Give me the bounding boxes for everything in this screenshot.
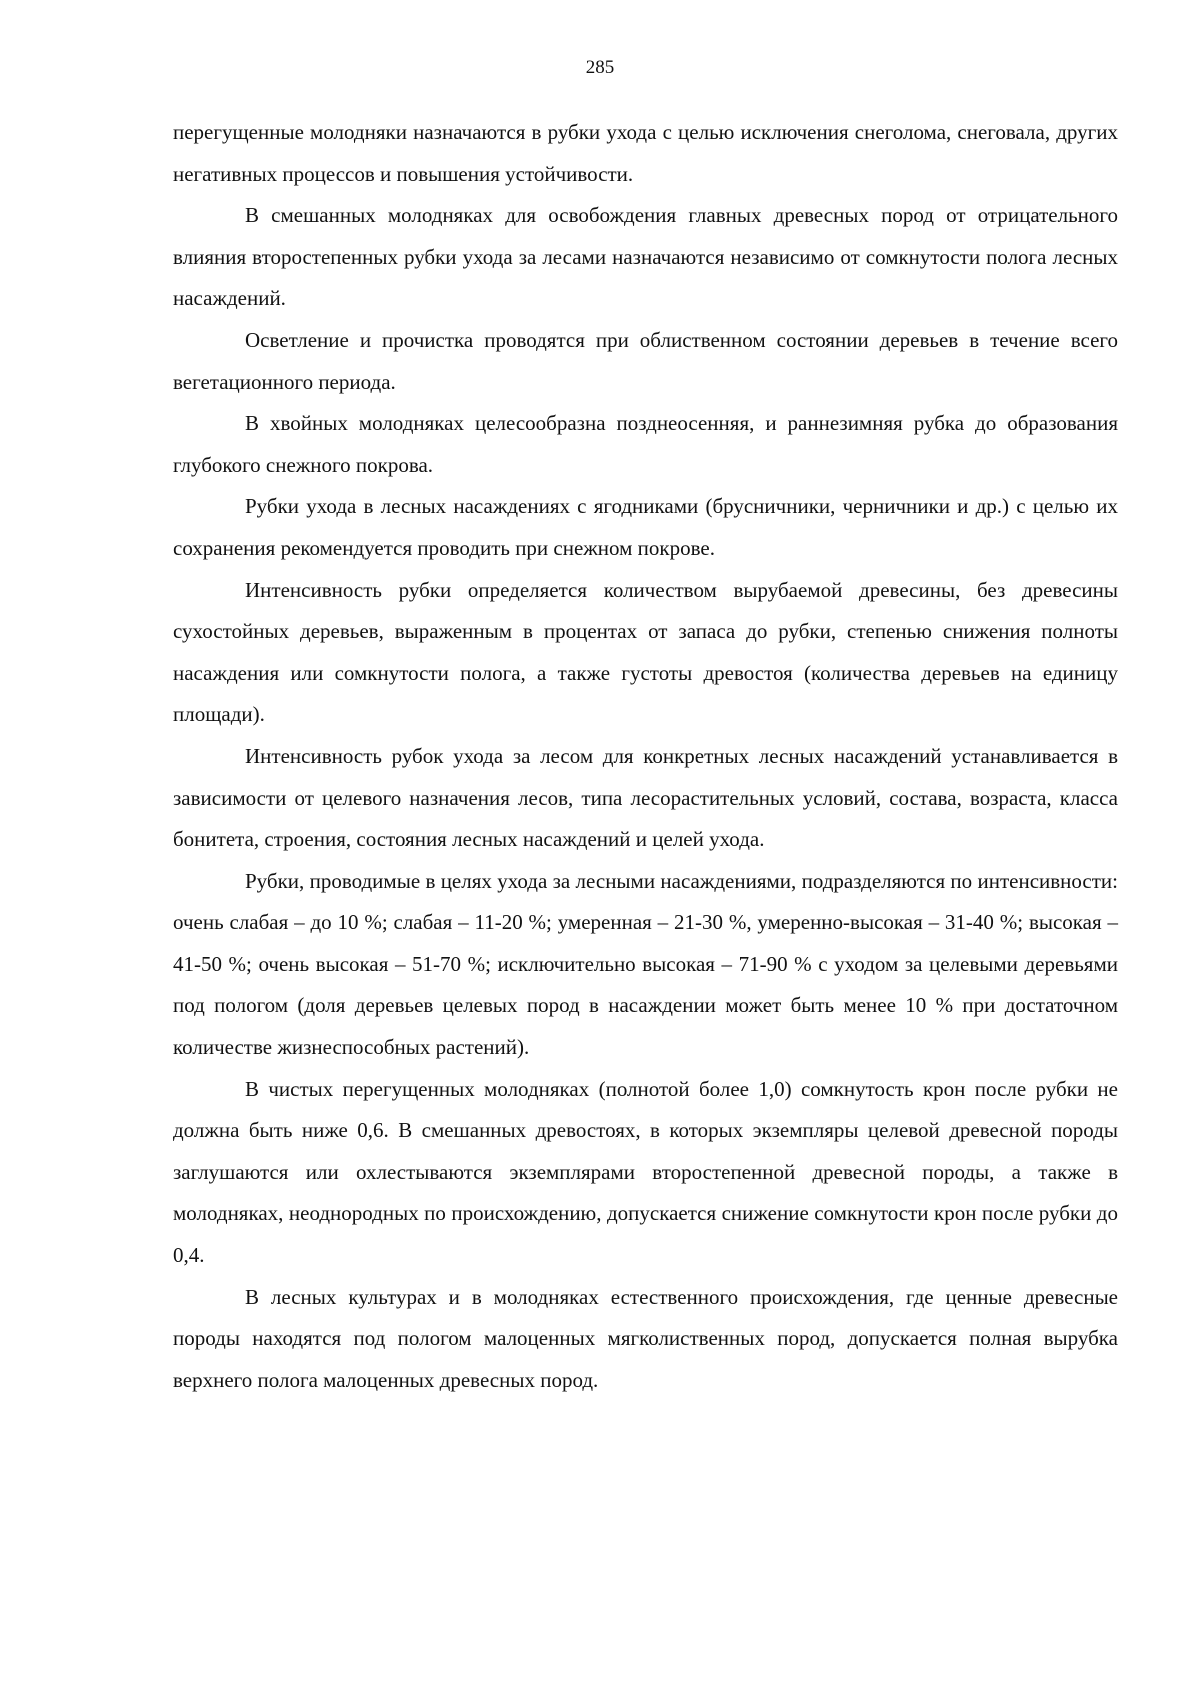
paragraph-berry-stands: Рубки ухода в лесных насаждениях с ягодниками (брусничники, черничники и др.) с целью их сохранения рекомендуется проводить при снежном покрове. xyxy=(173,494,1118,560)
paragraph-conifer-young-stands: В хвойных молодняках целесообразна позднеосенняя, и раннезимняя рубка до образования глубокого снежного покрова. xyxy=(173,411,1118,477)
paragraph-intensity-classes: Рубки, проводимые в целях ухода за лесными насаждениями, подразделяются по интенсивности: очень слабая – до 10 %; слабая – 11-20 %; умеренная – 21-30 %, умеренно-высокая – 31-40 %; высокая – 41-50 %; очень высокая – 51-70 %; исключительно высокая – 71-90 % с уходом за целевыми деревьями под пологом (доля деревьев целевых пород в насаждении может быть менее 10 % при достаточном количестве жизнеспособных растений). xyxy=(173,868,1118,1060)
paragraph-continuation: перегущенные молодняки назначаются в рубки ухода с целью исключения снеголома, снеговала, других негативных процессов и повышения устойчивости. xyxy=(173,120,1118,186)
paragraph-forest-cultures: В лесных культурах и в молодняках естественного происхождения, где ценные древесные породы находятся под пологом малоценных мягколиственных пород, допускается полная вырубка верхнего полога малоценных древесных пород. xyxy=(173,1284,1118,1392)
paragraph-intensity-setting: Интенсивность рубок ухода за лесом для конкретных лесных насаждений устанавливается в зависимости от целевого назначения лесов, типа лесорастительных условий, состава, возраста, класса бонитета, строения, состояния лесных насаждений и целей ухода. xyxy=(173,743,1118,852)
paragraph-mixed-young-stands: В смешанных молодняках для освобождения главных древесных пород от отрицательного влияния второстепенных рубки ухода за лесами назначаются независимо от сомкнутости полога лесных насаждений. xyxy=(173,203,1118,311)
page-number: 285 xyxy=(585,57,615,78)
paragraph-intensity-definition: Интенсивность рубки определяется количеством вырубаемой древесины, без древесины сухостойных деревьев, выраженным в процентах от запаса до рубки, степенью снижения полноты насаждения или сомкнутости полога, а также густоты древостоя (количества деревьев на единицу площади). xyxy=(173,577,1118,727)
body-text xyxy=(173,112,1118,1401)
paragraph-crown-closure: В чистых перегущенных молодняках (полнотой более 1,0) сомкнутость крон после рубки не должна быть ниже 0,6. В смешанных древостоях, в которых экземпляры целевой древесной породы заглушаются или охлестываются экземплярами второстепенной древесной породы, а также в молодняках, неоднородных по происхождению, допускается снижение сомкнутости крон после рубки до 0,4. xyxy=(173,1076,1118,1268)
paragraph-cleaning-timing: Осветление и прочистка проводятся при облиственном состоянии деревьев в течение всего вегетационного периода. xyxy=(173,327,1118,394)
